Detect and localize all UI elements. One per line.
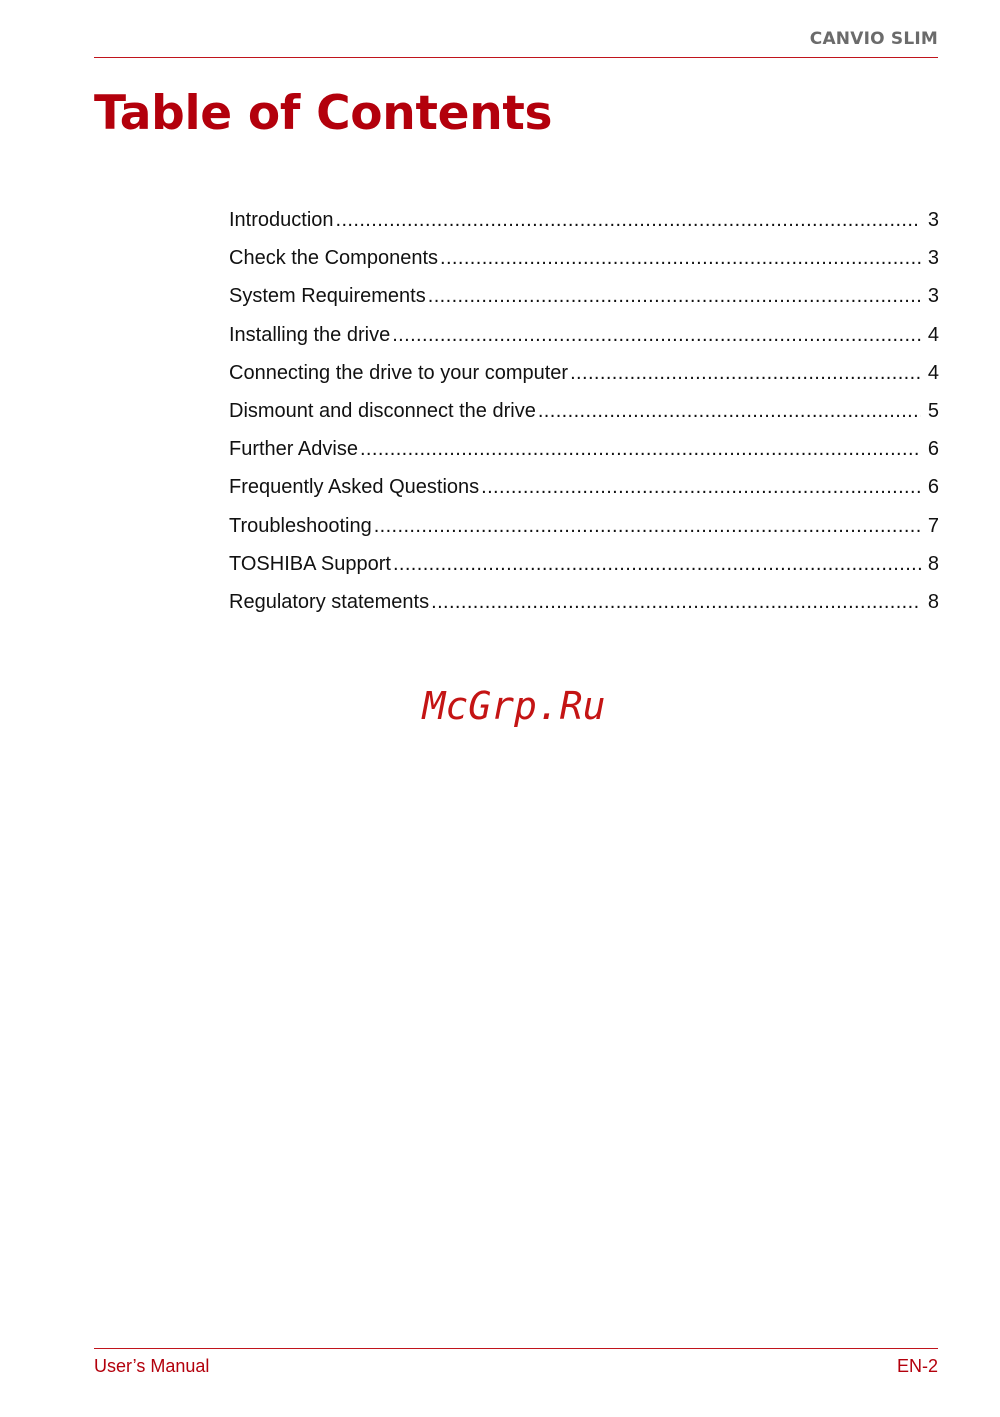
toc-dot-leader <box>538 400 921 423</box>
toc-entry-label: Regulatory statements <box>229 590 430 613</box>
toc-dot-leader <box>393 553 921 576</box>
toc-entry-regulatory-statements[interactable] <box>229 591 939 629</box>
toc-entry-label: Connecting the drive to your computer <box>229 361 569 384</box>
toc-entry-further-advise[interactable] <box>229 438 939 476</box>
toc-entry-installing-drive[interactable] <box>229 324 939 362</box>
toc-list <box>229 209 939 629</box>
footer-page-number: EN-2 <box>896 1356 938 1376</box>
toc-dot-leader <box>481 476 921 499</box>
header-brand: CANVIO SLIM <box>809 29 938 49</box>
toc-entry-label: Installing the drive <box>229 323 391 346</box>
toc-dot-leader <box>360 438 921 461</box>
toc-entry-system-requirements[interactable] <box>229 285 939 323</box>
toc-entry-label: TOSHIBA Support <box>229 552 391 575</box>
toc-dot-leader <box>336 209 921 232</box>
toc-entry-toshiba-support[interactable] <box>229 553 939 591</box>
toc-entry-page: 3 <box>927 285 939 308</box>
footer-rule <box>94 1348 938 1349</box>
watermark: McGrp.Ru <box>422 684 606 728</box>
toc-entry-label: Check the Components <box>229 247 439 270</box>
toc-entry-page: 3 <box>927 247 939 270</box>
toc-entry-page: 3 <box>927 209 939 231</box>
toc-entry-label: Further Advise <box>229 438 358 461</box>
toc-entry-label: Dismount and disconnect the drive <box>229 399 536 422</box>
toc-entry-page: 5 <box>927 399 939 422</box>
footer-manual-label: User’s Manual <box>94 1356 210 1376</box>
header-rule <box>94 57 938 58</box>
toc-entry-label: System Requirements <box>229 285 426 308</box>
toc-entry-page: 8 <box>927 590 939 613</box>
toc-dot-leader <box>374 515 921 538</box>
toc-dot-leader <box>440 247 921 270</box>
toc-entry-page: 8 <box>927 552 939 575</box>
toc-entry-dismount-drive[interactable] <box>229 400 939 438</box>
toc-entry-label: Introduction <box>229 209 334 231</box>
page-title: Table of Contents <box>94 86 553 141</box>
toc-entry-page: 6 <box>927 438 939 461</box>
toc-dot-leader <box>431 591 921 614</box>
toc-entry-troubleshooting[interactable] <box>229 515 939 553</box>
toc-entry-label: Troubleshooting <box>229 514 372 537</box>
toc-entry-check-components[interactable] <box>229 247 939 285</box>
toc-entry-page: 6 <box>927 476 939 499</box>
toc-entry-page: 4 <box>927 361 939 384</box>
toc-dot-leader <box>570 362 921 385</box>
toc-entry-connecting-drive[interactable] <box>229 362 939 400</box>
toc-dot-leader <box>392 324 921 347</box>
toc-dot-leader <box>428 285 921 308</box>
toc-entry-label: Frequently Asked Questions <box>229 476 480 499</box>
toc-entry-page: 7 <box>927 514 939 537</box>
toc-entry-introduction[interactable] <box>229 209 939 247</box>
toc-entry-faq[interactable] <box>229 476 939 514</box>
toc-entry-page: 4 <box>927 323 939 346</box>
